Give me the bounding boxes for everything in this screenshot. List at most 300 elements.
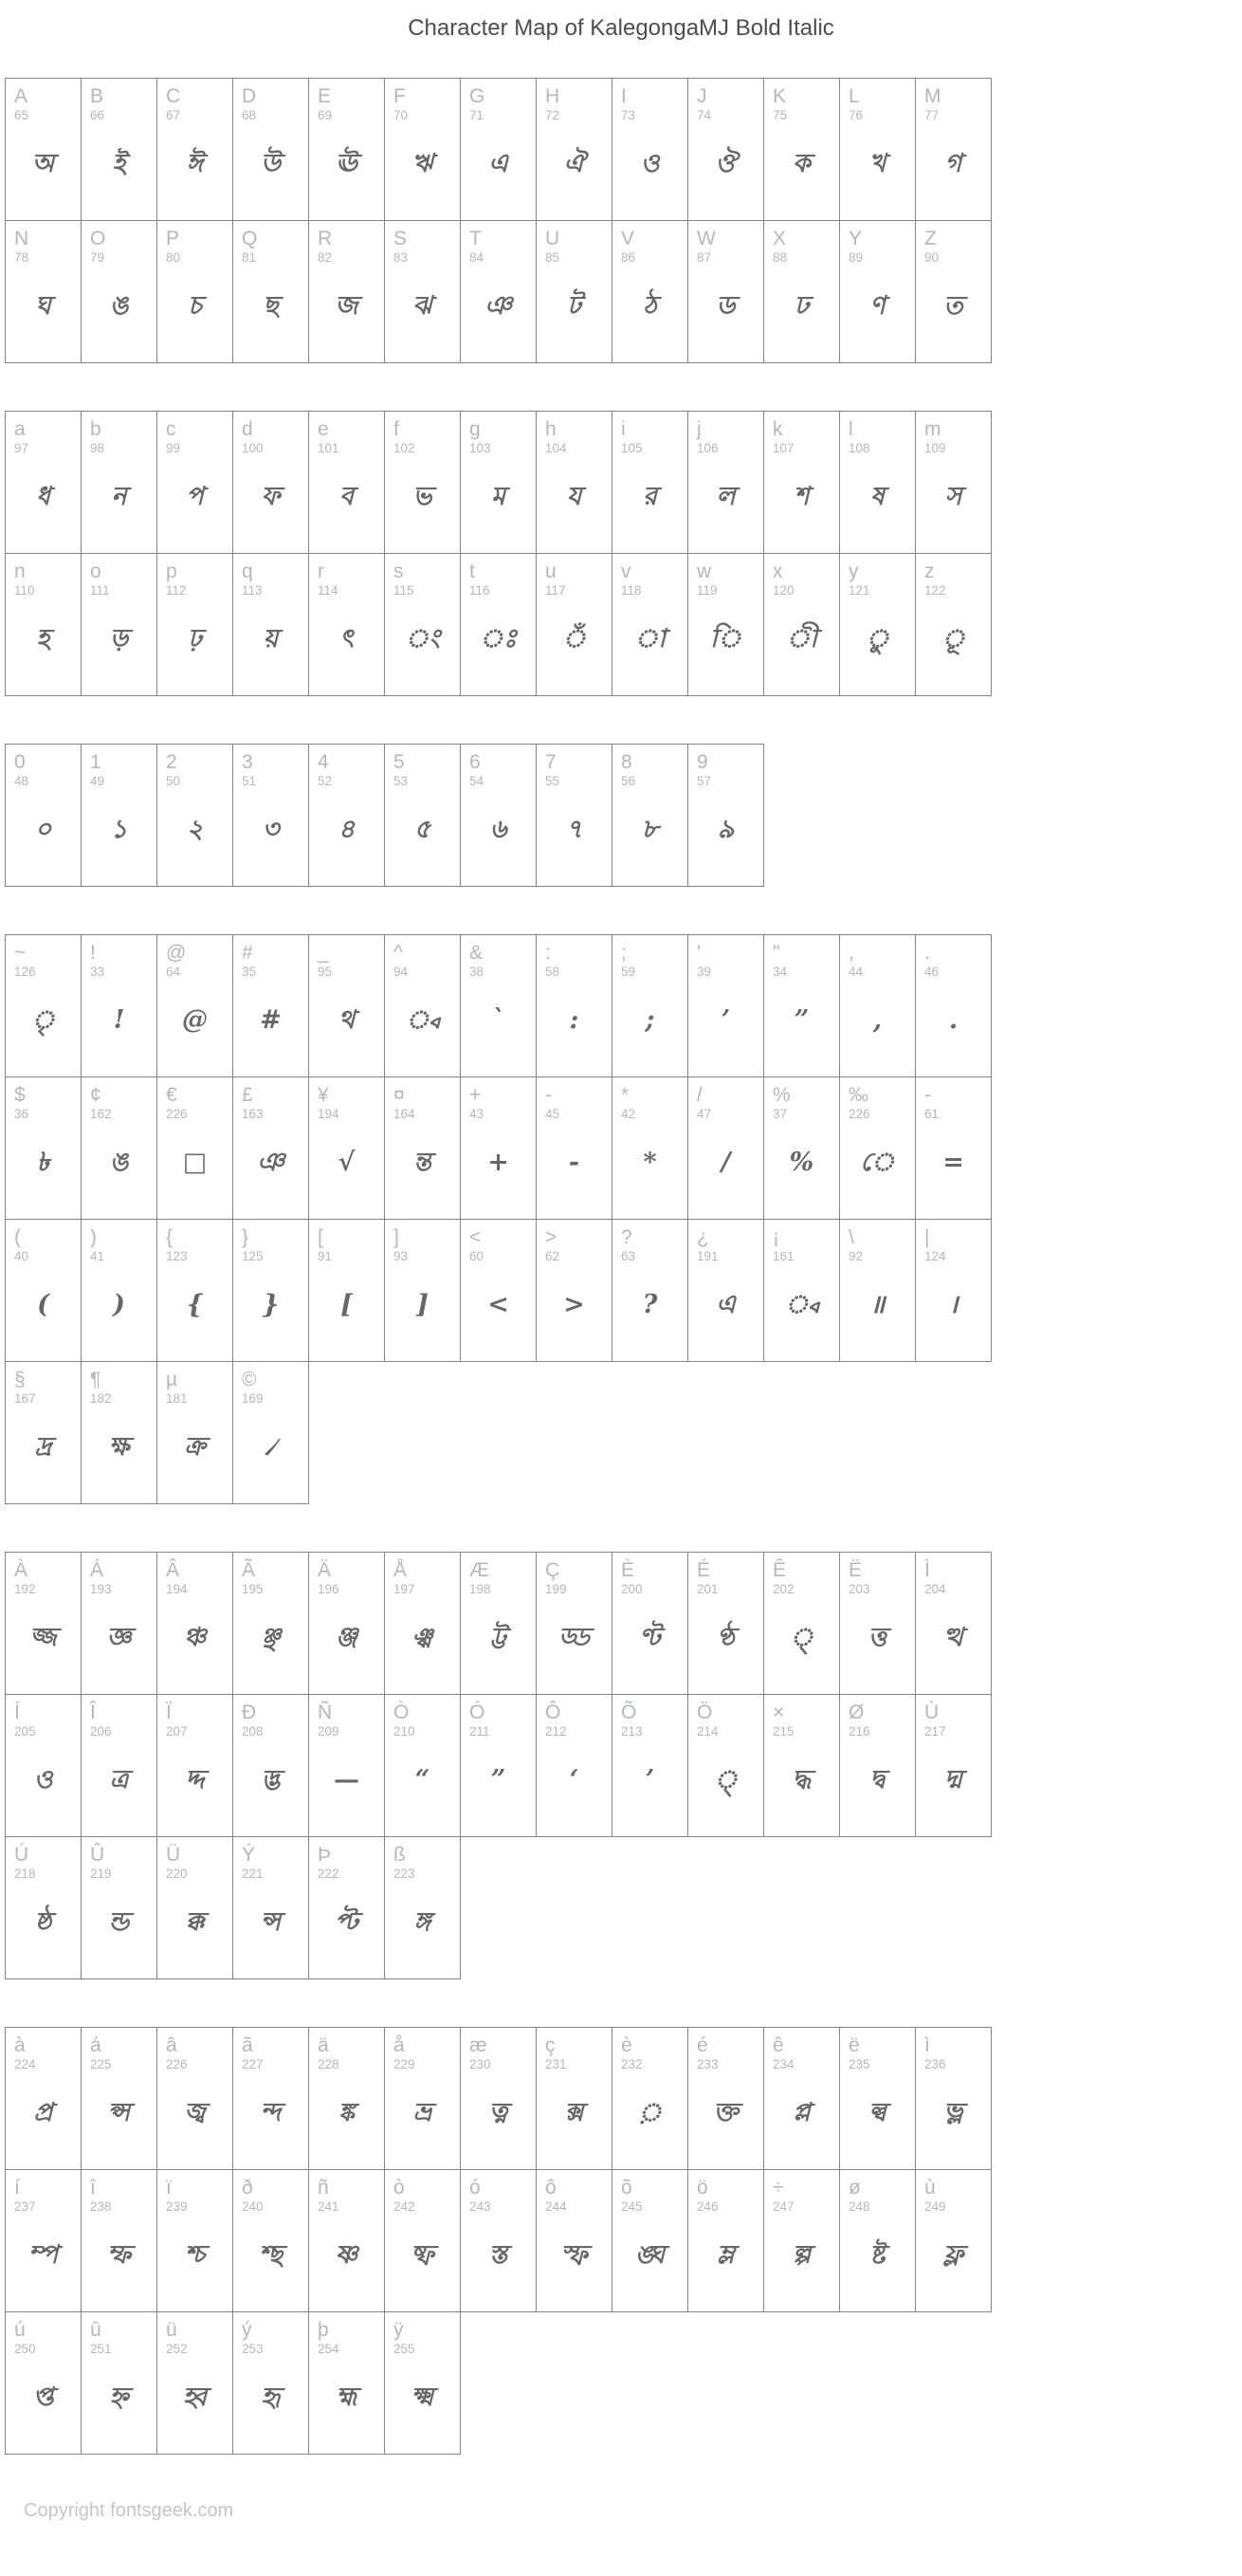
char-cell-117 bbox=[537, 554, 612, 696]
char-glyph: হ্ম bbox=[336, 2383, 357, 2412]
char-label: í bbox=[14, 2177, 20, 2199]
char-code: 74 bbox=[697, 108, 712, 122]
char-glyph: ড bbox=[716, 291, 736, 321]
char-code: 78 bbox=[14, 250, 29, 265]
char-label: s bbox=[393, 561, 404, 582]
char-glyph: □ bbox=[182, 1148, 208, 1177]
char-code: 232 bbox=[621, 2057, 643, 2071]
char-label: ! bbox=[90, 942, 96, 964]
char-label: á bbox=[90, 2034, 101, 2056]
char-code: 225 bbox=[90, 2057, 112, 2071]
char-code: 194 bbox=[318, 1107, 339, 1121]
char-label: l bbox=[849, 418, 853, 440]
char-code: 37 bbox=[773, 1107, 788, 1121]
char-code: 73 bbox=[621, 108, 636, 122]
char-cell-73 bbox=[612, 79, 688, 221]
char-code: 243 bbox=[469, 2199, 491, 2214]
char-glyph: ূ bbox=[941, 624, 966, 653]
charmap-row bbox=[6, 79, 992, 221]
char-code: 79 bbox=[90, 250, 105, 265]
char-cell-46 bbox=[916, 935, 992, 1077]
char-label: " bbox=[773, 942, 780, 964]
char-glyph: ম্ল bbox=[717, 2240, 735, 2270]
char-code: 215 bbox=[773, 1724, 795, 1739]
char-cell-61 bbox=[916, 1077, 992, 1220]
char-glyph: ঞ bbox=[257, 1148, 284, 1177]
char-glyph: ণ bbox=[869, 291, 886, 321]
char-cell-77 bbox=[916, 79, 992, 221]
char-cell-243 bbox=[461, 2170, 537, 2312]
char-glyph: ক্স bbox=[564, 2098, 584, 2127]
char-cell-110 bbox=[6, 554, 82, 696]
char-label: à bbox=[14, 2034, 26, 2056]
char-cell-108 bbox=[840, 412, 916, 554]
char-code: 51 bbox=[242, 774, 257, 788]
char-label: Û bbox=[90, 1844, 105, 1866]
char-code: 64 bbox=[166, 965, 181, 979]
char-glyph: ঠ bbox=[643, 291, 657, 321]
char-cell-95 bbox=[309, 935, 385, 1077]
char-cell-181 bbox=[157, 1362, 233, 1504]
char-code: 235 bbox=[849, 2057, 870, 2071]
char-code: 112 bbox=[166, 583, 187, 598]
char-cell-33 bbox=[82, 935, 157, 1077]
char-code: 100 bbox=[242, 441, 264, 455]
char-code: 90 bbox=[924, 250, 940, 265]
char-code: 33 bbox=[90, 965, 105, 979]
char-label: å bbox=[393, 2034, 405, 2056]
char-cell-202 bbox=[764, 1553, 840, 1695]
char-code: 77 bbox=[924, 108, 940, 122]
char-glyph: < bbox=[487, 1290, 509, 1319]
char-code: 169 bbox=[242, 1391, 264, 1406]
char-label: & bbox=[469, 942, 484, 964]
char-cell-194 bbox=[157, 1553, 233, 1695]
char-glyph: া bbox=[633, 624, 667, 653]
char-cell-72 bbox=[537, 79, 612, 221]
char-glyph: ব bbox=[338, 482, 355, 511]
char-cell-65 bbox=[6, 79, 82, 221]
char-code: 204 bbox=[924, 1582, 946, 1596]
charmap-table-lowercase-accented bbox=[5, 2027, 992, 2455]
char-cell-214 bbox=[688, 1695, 764, 1837]
char-glyph: দ্ব bbox=[869, 1765, 886, 1794]
char-label: Ö bbox=[697, 1702, 713, 1723]
char-cell-35 bbox=[233, 935, 309, 1077]
charmap-row bbox=[6, 1077, 992, 1220]
char-glyph: ঙ্গ bbox=[413, 1907, 431, 1937]
char-label: è bbox=[621, 2034, 632, 2056]
char-code: 114 bbox=[318, 583, 338, 598]
char-code: 242 bbox=[393, 2199, 415, 2214]
char-glyph: ষ্ঠ bbox=[34, 1907, 52, 1937]
char-code: 82 bbox=[318, 250, 333, 265]
char-cell-240 bbox=[233, 2170, 309, 2312]
char-cell-191 bbox=[688, 1220, 764, 1362]
char-glyph: ু bbox=[865, 624, 890, 653]
char-cell-232 bbox=[612, 2028, 688, 2170]
char-label: { bbox=[166, 1226, 174, 1248]
char-glyph: অ bbox=[31, 149, 55, 178]
char-cell-241 bbox=[309, 2170, 385, 2312]
char-cell-218 bbox=[6, 1837, 82, 1979]
char-glyph: জ bbox=[335, 291, 358, 321]
char-glyph: ী bbox=[785, 624, 817, 653]
char-code: 57 bbox=[697, 774, 712, 788]
char-code: 89 bbox=[849, 250, 864, 265]
char-label: ¶ bbox=[90, 1369, 101, 1390]
char-code: 83 bbox=[393, 250, 409, 265]
char-cell-70 bbox=[385, 79, 461, 221]
char-label: n bbox=[14, 561, 26, 582]
char-glyph: ” bbox=[490, 1765, 506, 1794]
char-cell-120 bbox=[764, 554, 840, 696]
char-glyph: ণ্ট bbox=[639, 1623, 661, 1652]
char-code: 251 bbox=[90, 2342, 112, 2356]
char-label: ý bbox=[242, 2319, 252, 2341]
char-code: 220 bbox=[166, 1867, 188, 1881]
char-label: Ã bbox=[242, 1559, 256, 1581]
char-cell-115 bbox=[385, 554, 461, 696]
char-code: 53 bbox=[393, 774, 409, 788]
char-label: 3 bbox=[242, 751, 253, 773]
charmap-table-lowercase-basic bbox=[5, 411, 992, 696]
charmap-row bbox=[6, 1220, 992, 1362]
char-code: 84 bbox=[469, 250, 484, 265]
char-code: 65 bbox=[14, 108, 29, 122]
char-label: X bbox=[773, 228, 787, 249]
char-code: 200 bbox=[621, 1582, 643, 1596]
char-glyph: ঞ্ঝ bbox=[411, 1623, 433, 1652]
char-label: o bbox=[90, 561, 101, 582]
char-glyph: ঙ bbox=[109, 291, 129, 321]
char-label: â bbox=[166, 2034, 177, 2056]
char-glyph: ’ bbox=[645, 1765, 655, 1794]
char-code: 107 bbox=[773, 441, 795, 455]
char-code: 181 bbox=[166, 1391, 188, 1406]
char-glyph: ঁ bbox=[561, 624, 587, 653]
char-glyph: ই bbox=[112, 149, 126, 178]
char-label: € bbox=[166, 1084, 177, 1106]
char-glyph: স্ফ bbox=[560, 2240, 588, 2270]
char-glyph: ন bbox=[111, 482, 127, 511]
copyright-text: Copyright fontsgeek.com bbox=[24, 2500, 234, 2521]
char-cell-242 bbox=[385, 2170, 461, 2312]
char-label: × bbox=[773, 1702, 785, 1723]
char-code: 247 bbox=[773, 2199, 795, 2214]
char-glyph: ি bbox=[709, 624, 741, 653]
char-cell-167 bbox=[6, 1362, 82, 1504]
char-glyph: ) bbox=[113, 1290, 125, 1319]
char-label: P bbox=[166, 228, 180, 249]
char-label: , bbox=[849, 942, 854, 964]
char-glyph: ভ bbox=[412, 482, 432, 511]
char-cell-80 bbox=[157, 221, 233, 363]
char-cell-93 bbox=[385, 1220, 461, 1362]
charmap-table-punctuation-symbols bbox=[5, 934, 992, 1504]
char-glyph: ৯ bbox=[717, 815, 735, 844]
char-code: 244 bbox=[545, 2199, 567, 2214]
char-code: 101 bbox=[318, 441, 339, 455]
char-label: z bbox=[924, 561, 935, 582]
char-label: q bbox=[242, 561, 253, 582]
char-glyph: দ্দ bbox=[185, 1765, 205, 1794]
char-code: 88 bbox=[773, 250, 788, 265]
char-label: Â bbox=[166, 1559, 180, 1581]
char-cell-210 bbox=[385, 1695, 461, 1837]
char-code: 205 bbox=[14, 1724, 36, 1739]
char-glyph: প্র bbox=[33, 2098, 53, 2127]
char-glyph: ঐ bbox=[563, 149, 585, 178]
char-glyph: ; bbox=[645, 1005, 655, 1035]
char-glyph: ধ bbox=[35, 482, 51, 511]
char-code: 36 bbox=[14, 1107, 29, 1121]
char-label: E bbox=[318, 85, 332, 107]
char-code: 69 bbox=[318, 108, 333, 122]
char-label: w bbox=[697, 561, 712, 582]
char-cell-78 bbox=[6, 221, 82, 363]
char-glyph: [ bbox=[340, 1290, 353, 1319]
char-glyph: ঝ bbox=[412, 291, 432, 321]
char-cell-38 bbox=[461, 935, 537, 1077]
char-code: 237 bbox=[14, 2199, 36, 2214]
charmap-table-uppercase-accented bbox=[5, 1552, 992, 1979]
char-cell-223 bbox=[385, 1837, 461, 1979]
char-cell-53 bbox=[385, 745, 461, 887]
char-cell-234 bbox=[764, 2028, 840, 2170]
char-code: 60 bbox=[469, 1249, 484, 1263]
char-glyph: ল্ব bbox=[868, 2098, 886, 2127]
char-code: 241 bbox=[318, 2199, 339, 2214]
char-code: 240 bbox=[242, 2199, 264, 2214]
char-code: 80 bbox=[166, 250, 181, 265]
char-cell-50 bbox=[157, 745, 233, 887]
char-cell-208 bbox=[233, 1695, 309, 1837]
char-code: 123 bbox=[166, 1249, 188, 1263]
char-label: £ bbox=[242, 1084, 253, 1106]
char-label: . bbox=[924, 942, 930, 964]
char-cell-107 bbox=[764, 412, 840, 554]
char-code: 230 bbox=[469, 2057, 491, 2071]
char-cell-197 bbox=[385, 1553, 461, 1695]
char-code: 68 bbox=[242, 108, 257, 122]
char-glyph: ৃ bbox=[30, 1005, 56, 1035]
char-code: 228 bbox=[318, 2057, 339, 2071]
char-glyph: প্ত bbox=[32, 2383, 54, 2412]
char-label: µ bbox=[166, 1369, 178, 1390]
char-code: 110 bbox=[14, 583, 35, 598]
char-label: ë bbox=[849, 2034, 860, 2056]
char-cell-58 bbox=[537, 935, 612, 1077]
char-label: þ bbox=[318, 2319, 329, 2341]
char-cell-228 bbox=[309, 2028, 385, 2170]
char-code: 39 bbox=[697, 965, 712, 979]
char-glyph: য bbox=[566, 482, 582, 511]
char-label: k bbox=[773, 418, 783, 440]
charmap-row bbox=[6, 221, 992, 363]
char-glyph: দ্ম bbox=[944, 1765, 962, 1794]
char-label: K bbox=[773, 85, 787, 107]
char-cell-34 bbox=[764, 935, 840, 1077]
char-cell-163 bbox=[233, 1077, 309, 1220]
char-cell-116 bbox=[461, 554, 537, 696]
char-glyph: ৭ bbox=[565, 815, 583, 844]
char-label: A bbox=[14, 85, 28, 107]
char-label: ~ bbox=[14, 942, 27, 964]
char-cell-64 bbox=[157, 935, 233, 1077]
char-glyph: : bbox=[569, 1005, 579, 1035]
char-label: \ bbox=[849, 1226, 854, 1248]
char-glyph: ঔ bbox=[715, 149, 737, 178]
char-code: 226 bbox=[166, 2057, 188, 2071]
char-glyph: ষ bbox=[870, 482, 885, 511]
char-code: 213 bbox=[621, 1724, 643, 1739]
char-label: # bbox=[242, 942, 253, 964]
char-glyph: / bbox=[721, 1148, 731, 1177]
char-cell-41 bbox=[82, 1220, 157, 1362]
char-cell-56 bbox=[612, 745, 688, 887]
char-label: Ì bbox=[924, 1559, 930, 1581]
char-code: 38 bbox=[469, 965, 484, 979]
char-label: B bbox=[90, 85, 104, 107]
char-label: ö bbox=[697, 2177, 708, 2199]
char-code: 221 bbox=[242, 1867, 264, 1881]
char-label: G bbox=[469, 85, 485, 107]
char-glyph: ক্ষ bbox=[108, 1432, 130, 1462]
char-glyph: উ bbox=[260, 149, 282, 178]
char-code: 102 bbox=[393, 441, 415, 455]
char-code: 229 bbox=[393, 2057, 415, 2071]
char-label: / bbox=[697, 1084, 703, 1106]
char-label: Ð bbox=[242, 1702, 257, 1723]
char-glyph: ঈ bbox=[186, 149, 204, 178]
char-glyph: ষ্ট bbox=[869, 2240, 886, 2270]
char-code: 66 bbox=[90, 108, 105, 122]
char-glyph: % bbox=[789, 1148, 814, 1177]
char-cell-222 bbox=[309, 1837, 385, 1979]
char-cell-255 bbox=[385, 2312, 461, 2455]
char-glyph: — bbox=[334, 1765, 359, 1794]
char-glyph: ম্ফ bbox=[107, 2240, 131, 2270]
char-glyph: ফ bbox=[261, 482, 281, 511]
char-code: 252 bbox=[166, 2342, 188, 2356]
char-cell-121 bbox=[840, 554, 916, 696]
char-glyph: * bbox=[643, 1148, 657, 1177]
char-glyph: শ্চ bbox=[184, 2240, 206, 2270]
char-cell-209 bbox=[309, 1695, 385, 1837]
char-code: 67 bbox=[166, 108, 181, 122]
char-code: 233 bbox=[697, 2057, 719, 2071]
char-glyph: জ্ব bbox=[184, 2098, 206, 2127]
char-glyph: ঢ bbox=[794, 291, 810, 321]
char-cell-206 bbox=[82, 1695, 157, 1837]
char-label: - bbox=[924, 1084, 931, 1106]
char-code: 199 bbox=[545, 1582, 567, 1596]
char-label: Ý bbox=[242, 1844, 256, 1866]
char-label: õ bbox=[621, 2177, 632, 2199]
char-cell-182 bbox=[82, 1362, 157, 1504]
char-glyph: ্ bbox=[789, 1623, 814, 1652]
char-cell-207 bbox=[157, 1695, 233, 1837]
char-cell-74 bbox=[688, 79, 764, 221]
char-label: ß bbox=[393, 1844, 406, 1866]
char-code: 164 bbox=[393, 1107, 415, 1121]
char-code: 239 bbox=[166, 2199, 188, 2214]
char-label: Ò bbox=[393, 1702, 410, 1723]
char-glyph: স্ত bbox=[488, 2240, 508, 2270]
char-code: 222 bbox=[318, 1867, 339, 1881]
char-code: 122 bbox=[924, 583, 946, 598]
char-cell-229 bbox=[385, 2028, 461, 2170]
char-glyph: প bbox=[186, 482, 204, 511]
char-code: 253 bbox=[242, 2342, 264, 2356]
char-label: j bbox=[697, 418, 702, 440]
char-label: É bbox=[697, 1559, 711, 1581]
char-cell-250 bbox=[6, 2312, 82, 2455]
char-code: 87 bbox=[697, 250, 712, 265]
char-code: 108 bbox=[849, 441, 870, 455]
char-label: é bbox=[697, 2034, 708, 2056]
char-cell-44 bbox=[840, 935, 916, 1077]
char-glyph: খ bbox=[868, 149, 886, 178]
char-code: 167 bbox=[14, 1391, 36, 1406]
char-cell-252 bbox=[157, 2312, 233, 2455]
char-code: 56 bbox=[621, 774, 636, 788]
char-code: 248 bbox=[849, 2199, 870, 2214]
char-cell-225 bbox=[82, 2028, 157, 2170]
char-code: 70 bbox=[393, 108, 409, 122]
char-glyph: ন্ড bbox=[108, 1907, 130, 1937]
char-glyph: ৮ bbox=[641, 815, 659, 844]
char-label: J bbox=[697, 85, 707, 107]
char-cell-112 bbox=[157, 554, 233, 696]
char-label: ø bbox=[849, 2177, 861, 2199]
char-cell-48 bbox=[6, 745, 82, 887]
char-code: 209 bbox=[318, 1724, 339, 1739]
char-cell-196 bbox=[309, 1553, 385, 1695]
char-code: 86 bbox=[621, 250, 636, 265]
char-glyph: ল bbox=[716, 482, 736, 511]
char-label: Q bbox=[242, 228, 258, 249]
char-cell-226 bbox=[157, 2028, 233, 2170]
char-cell-88 bbox=[764, 221, 840, 363]
char-code: 61 bbox=[924, 1107, 940, 1121]
char-cell-52 bbox=[309, 745, 385, 887]
char-glyph: ? bbox=[642, 1290, 658, 1319]
charmap-sections bbox=[5, 78, 1242, 2455]
char-code: 234 bbox=[773, 2057, 795, 2071]
char-label: U bbox=[545, 228, 560, 249]
char-label: W bbox=[697, 228, 716, 249]
char-cell-60 bbox=[461, 1220, 537, 1362]
char-glyph: দ্র bbox=[34, 1432, 52, 1462]
char-code: 97 bbox=[14, 441, 29, 455]
char-code: 117 bbox=[545, 583, 566, 598]
char-label: Ä bbox=[318, 1559, 332, 1581]
char-cell-103 bbox=[461, 412, 537, 554]
page-title: Character Map of KalegongaMJ Bold Italic bbox=[408, 15, 834, 41]
char-cell-104 bbox=[537, 412, 612, 554]
char-label: ( bbox=[14, 1226, 21, 1248]
char-code: 206 bbox=[90, 1724, 112, 1739]
char-code: 58 bbox=[545, 965, 560, 979]
charmap-table-digits bbox=[5, 744, 764, 887]
char-glyph: ষ্ণ bbox=[335, 2240, 358, 2270]
char-cell-200 bbox=[612, 1553, 688, 1695]
char-cell-57 bbox=[688, 745, 764, 887]
char-label: t bbox=[469, 561, 475, 582]
char-label: Ó bbox=[469, 1702, 485, 1723]
